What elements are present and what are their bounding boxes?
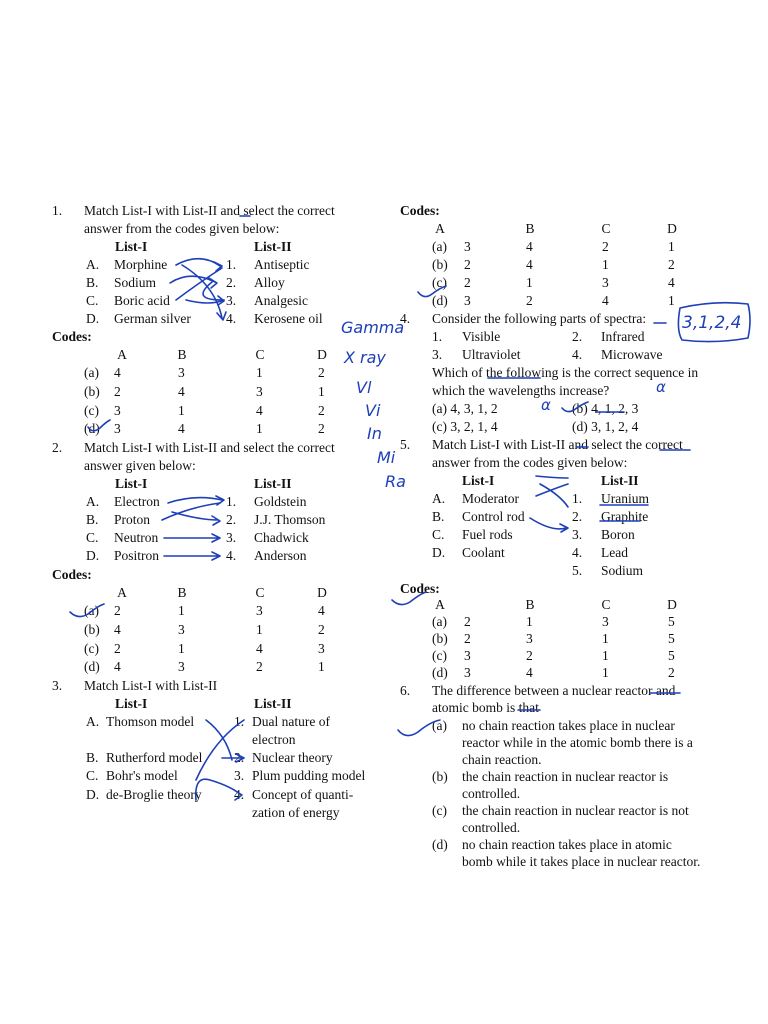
q2-option-b: 1 (178, 641, 185, 656)
q2-list2-heading: List-II (254, 476, 292, 491)
q1-item-match: Antiseptic (254, 257, 310, 272)
q4-part-text: Microwave (601, 347, 663, 362)
q5-option-d: 5 (668, 631, 675, 646)
q1-option-c: 1 (256, 365, 263, 380)
q2-option-d: 1 (318, 659, 325, 674)
q2-option-a: 2 (114, 641, 121, 656)
q3-item-label: B. (86, 750, 99, 765)
q1-item-label: B. (86, 275, 99, 290)
q4-part-num: 1. (432, 329, 443, 344)
q5-item-match: Boron (601, 527, 635, 542)
q5-item-text: Fuel rods (462, 527, 513, 542)
q2-option-d: 2 (318, 622, 325, 637)
q5-item-label: B. (432, 509, 445, 524)
handwritten-ra: Ra (385, 472, 406, 491)
q3-option-c: 4 (602, 293, 609, 308)
q1-code-head: B (177, 347, 187, 362)
q5-option-a: 2 (464, 631, 471, 646)
handwritten-answer-sequence: 3,1,2,4 (682, 313, 742, 333)
q5-code-head: A (435, 597, 445, 612)
q1-option-label[interactable]: (d) (84, 421, 100, 436)
q4-text-line2: Which of the following is the correct sequence in (432, 365, 699, 380)
q1-item-label: A. (86, 257, 100, 272)
q3-code-head: B (525, 221, 535, 236)
q5-option-label[interactable]: (c) (432, 648, 447, 663)
q2-option-a: 2 (114, 603, 121, 618)
q5-option-d: 5 (668, 648, 675, 663)
q1-option-label[interactable]: (a) (84, 365, 99, 380)
q2-number: 2. (52, 440, 63, 455)
q1-item-num: 1. (226, 257, 237, 272)
q3-text-line1: Match List-I with List-II (84, 678, 218, 693)
q5-option-b: 2 (526, 648, 533, 663)
q3-code-head: D (667, 221, 677, 236)
q2-option-a: 4 (114, 659, 121, 674)
q2-code-head: A (117, 585, 127, 600)
q4-part-text: Visible (462, 329, 501, 344)
q1-option-c: 4 (256, 403, 263, 418)
q3-option-b: 4 (526, 239, 533, 254)
q3-option-label[interactable]: (d) (432, 293, 448, 308)
q1-code-head: D (317, 347, 327, 362)
q3-item-label: A. (86, 714, 100, 729)
q2-text-line2: answer given below: (84, 458, 196, 473)
q2-item-label: D. (86, 548, 100, 563)
q2-item-num: 2. (226, 512, 237, 527)
q3-option-c: 3 (602, 275, 609, 290)
q6-option-b-text: controlled. (462, 786, 521, 801)
q5-option-a: 3 (464, 665, 471, 680)
q4-part-num: 4. (572, 347, 583, 362)
q5-item-num: 2. (572, 509, 583, 524)
q3-option-b: 4 (526, 257, 533, 272)
q2-item-num: 4. (226, 548, 237, 563)
q5-text-line2: answer from the codes given below: (432, 455, 628, 470)
handwritten-vl: Vl (356, 378, 372, 397)
q6-option-b-text: the chain reaction in nuclear reactor is (462, 769, 669, 784)
q3-code-head: C (601, 221, 611, 236)
q3-option-b: 2 (526, 293, 533, 308)
match-arrow (186, 300, 224, 303)
match-arrow (168, 496, 224, 505)
q4-option-c[interactable]: (c) 3, 2, 1, 4 (432, 419, 498, 434)
match-arrow (162, 503, 220, 520)
q5-item-text: Coolant (462, 545, 505, 560)
q5-item-label: D. (432, 545, 446, 560)
match-arrow (176, 268, 222, 300)
q5-option-c: 3 (602, 614, 609, 629)
match-arrow (536, 476, 568, 478)
q1-item-num: 2. (226, 275, 237, 290)
q2-item-text: Neutron (114, 530, 159, 545)
q3-option-a: 2 (464, 275, 471, 290)
q3-item-text: Rutherford model (106, 750, 203, 765)
q4-part-num: 2. (572, 329, 583, 344)
q3-option-c: 1 (602, 257, 609, 272)
q3-item-num: 3. (234, 768, 245, 783)
q4-option-b[interactable]: (b) 4, 1, 2, 3 (572, 401, 639, 416)
q1-item-match: Kerosene oil (254, 311, 323, 326)
match-arrow (172, 512, 220, 525)
q1-option-d: 2 (318, 403, 325, 418)
q3-option-a: 2 (464, 257, 471, 272)
q3-codes-label: Codes: (400, 203, 440, 218)
q5-item-label: C. (432, 527, 445, 542)
q1-option-d: 1 (318, 384, 325, 399)
q5-item-match: Sodium (601, 563, 644, 578)
q4-text-line3: which the wavelengths increase? (432, 383, 610, 398)
q2-codes-label: Codes: (52, 567, 92, 582)
q1-item-label: C. (86, 293, 99, 308)
q2-option-label[interactable]: (c) (84, 641, 99, 656)
q3-item-match: Concept of quanti- (252, 787, 354, 802)
q5-option-a: 3 (464, 648, 471, 663)
q2-option-label[interactable]: (d) (84, 659, 100, 674)
q5-code-head: D (667, 597, 677, 612)
q3-option-a: 3 (464, 239, 471, 254)
q3-item-text: Thomson model (106, 714, 195, 729)
q3-item-text: Bohr's model (106, 768, 178, 783)
q2-code-head: C (255, 585, 265, 600)
q3-item-match: Dual nature of (252, 714, 330, 729)
q5-item-match: Uranium (601, 491, 649, 506)
q3-option-d: 1 (668, 293, 675, 308)
q2-option-c: 1 (256, 622, 263, 637)
q3-code-head: A (435, 221, 445, 236)
q2-item-text: Electron (114, 494, 160, 509)
q6-option-d-label[interactable]: (d) (432, 837, 448, 852)
q1-list2-heading: List-II (254, 239, 292, 254)
q2-option-c: 4 (256, 641, 263, 656)
q5-option-d: 2 (668, 665, 675, 680)
q3-option-c: 2 (602, 239, 609, 254)
q3-list1-heading: List-I (115, 696, 148, 711)
q5-option-label[interactable]: (b) (432, 631, 448, 646)
q4-part-text: Ultraviolet (462, 347, 521, 362)
q5-item-match: Lead (601, 545, 628, 560)
q1-code-head: C (255, 347, 265, 362)
q2-item-label: A. (86, 494, 100, 509)
q1-option-c: 3 (256, 384, 263, 399)
q5-option-b: 3 (526, 631, 533, 646)
q1-item-match: Analgesic (254, 293, 308, 308)
q3-item-match: Nuclear theory (252, 750, 333, 765)
q1-option-b: 3 (178, 365, 185, 380)
q3-option-label[interactable]: (c) (432, 275, 447, 290)
q2-item-match: J.J. Thomson (254, 512, 326, 527)
q6-option-c-label[interactable]: (c) (432, 803, 447, 818)
q5-option-a: 2 (464, 614, 471, 629)
q5-text-line1: Match List-I with List-II and select the correct (432, 437, 683, 452)
q2-item-num: 3. (226, 530, 237, 545)
q1-item-text: German silver (114, 311, 191, 326)
q1-option-a: 3 (114, 403, 121, 418)
q2-option-a: 4 (114, 622, 121, 637)
q5-option-c: 1 (602, 648, 609, 663)
q1-item-text: Morphine (114, 257, 168, 272)
q2-option-label[interactable]: (a) (84, 603, 99, 618)
match-arrow (170, 276, 217, 288)
q5-option-label[interactable]: (a) (432, 614, 447, 629)
handwritten-alpha-a: α (541, 396, 551, 414)
match-arrow (206, 720, 232, 760)
q6-option-b-label[interactable]: (b) (432, 769, 448, 784)
q1-item-text: Boric acid (114, 293, 170, 308)
handwritten-vi: Vi (365, 401, 381, 420)
q6-option-d-text: bomb while it takes place in nuclear reactor. (462, 854, 701, 869)
q2-item-match: Goldstein (254, 494, 307, 509)
q1-item-num: 4. (226, 311, 237, 326)
q1-codes-label: Codes: (52, 329, 92, 344)
q5-item-num: 5. (572, 563, 583, 578)
q6-option-d-text: no chain reaction takes place in atomic (462, 837, 672, 852)
q2-code-head: B (177, 585, 187, 600)
q6-option-a-text: chain reaction. (462, 752, 542, 767)
q3-item-num: 2. (234, 750, 245, 765)
q1-option-label[interactable]: (c) (84, 403, 99, 418)
handwritten-in: In (367, 424, 382, 443)
q3-item-text: de-Broglie theory (106, 787, 202, 802)
handwritten-mi: Mi (377, 448, 396, 467)
q2-option-d: 4 (318, 603, 325, 618)
q1-item-match: Alloy (254, 275, 285, 290)
q1-code-head: A (117, 347, 127, 362)
q5-codes-label: Codes: (400, 581, 440, 596)
q5-list2-heading: List-II (601, 473, 639, 488)
q6-option-c-text: controlled. (462, 820, 521, 835)
q5-item-text: Moderator (462, 491, 519, 506)
q4-number: 4. (400, 311, 411, 326)
q2-option-label[interactable]: (b) (84, 622, 100, 637)
q5-item-label: A. (432, 491, 446, 506)
q1-option-a: 4 (114, 365, 121, 380)
q5-list1-heading: List-I (462, 473, 495, 488)
q3-option-a: 3 (464, 293, 471, 308)
match-arrow (176, 259, 222, 271)
q2-option-b: 1 (178, 603, 185, 618)
q5-item-num: 1. (572, 491, 583, 506)
match-arrow (536, 484, 568, 496)
q2-item-text: Proton (114, 512, 151, 527)
q3-item-num: 4. (234, 787, 245, 802)
q6-option-c-text: the chain reaction in nuclear reactor is not (462, 803, 689, 818)
q2-item-label: C. (86, 530, 99, 545)
q3-option-label[interactable]: (b) (432, 257, 448, 272)
handwritten-gamma: Gamma (341, 318, 405, 337)
q2-text-line1: Match List-I with List-II and select the correct (84, 440, 335, 455)
match-arrow (540, 484, 568, 507)
q3-number: 3. (52, 678, 63, 693)
q2-item-match: Anderson (254, 548, 307, 563)
q2-option-b: 3 (178, 622, 185, 637)
q1-item-label: D. (86, 311, 100, 326)
q3-item-match: Plum pudding model (252, 768, 366, 783)
q5-item-text: Control rod (462, 509, 525, 524)
q6-option-a-text: reactor while in the atomic bomb there is a (462, 735, 693, 750)
q5-option-d: 5 (668, 614, 675, 629)
q4-option-a[interactable]: (a) 4, 3, 1, 2 (432, 401, 498, 416)
q5-option-b: 1 (526, 614, 533, 629)
q1-list1-heading: List-I (115, 239, 148, 254)
match-arrow (164, 534, 220, 542)
q6-text-line1: The difference between a nuclear reactor and (432, 683, 676, 698)
handwritten-xray: X ray (344, 348, 386, 367)
q5-item-match: Graphite (601, 509, 649, 524)
q6-option-a-text: no chain reaction takes place in nuclear (462, 718, 675, 733)
q3-item-label: C. (86, 768, 99, 783)
q1-item-num: 3. (226, 293, 237, 308)
q2-code-head: D (317, 585, 327, 600)
q5-option-b: 4 (526, 665, 533, 680)
q5-code-head: C (601, 597, 611, 612)
q3-item-match-cont: electron (252, 732, 296, 747)
q4-option-d[interactable]: (d) 3, 1, 2, 4 (572, 419, 639, 434)
q5-option-label[interactable]: (d) (432, 665, 448, 680)
match-arrow (164, 552, 220, 560)
handwritten-alpha-b: α (656, 378, 666, 396)
q3-option-d: 2 (668, 257, 675, 272)
q1-number: 1. (52, 203, 63, 218)
q2-item-num: 1. (226, 494, 237, 509)
q4-text-line1: Consider the following parts of spectra: (432, 311, 647, 326)
q3-item-match-cont: zation of energy (252, 805, 340, 820)
q5-number: 5. (400, 437, 411, 452)
q2-option-d: 3 (318, 641, 325, 656)
q2-list1-heading: List-I (115, 476, 148, 491)
q5-item-num: 4. (572, 545, 583, 560)
q3-option-b: 1 (526, 275, 533, 290)
q2-option-b: 3 (178, 659, 185, 674)
q1-option-d: 2 (318, 421, 325, 436)
q1-option-label[interactable]: (b) (84, 384, 100, 399)
q2-option-c: 2 (256, 659, 263, 674)
match-arrow (203, 282, 224, 305)
q2-item-label: B. (86, 512, 99, 527)
q6-text-line2: atomic bomb is that (432, 700, 539, 715)
q1-option-d: 2 (318, 365, 325, 380)
match-arrow (530, 518, 568, 532)
q5-code-head: B (525, 597, 535, 612)
q3-option-d: 1 (668, 239, 675, 254)
q1-option-b: 4 (178, 384, 185, 399)
q5-item-num: 3. (572, 527, 583, 542)
q4-part-num: 3. (432, 347, 443, 362)
q1-text-line1: Match List-I with List-II and select the correct (84, 203, 335, 218)
q2-item-text: Positron (114, 548, 160, 563)
q1-option-b: 1 (178, 403, 185, 418)
q1-option-c: 1 (256, 421, 263, 436)
q1-option-a: 2 (114, 384, 121, 399)
q2-option-c: 3 (256, 603, 263, 618)
q3-list2-heading: List-II (254, 696, 292, 711)
q6-number: 6. (400, 683, 411, 698)
q2-item-match: Chadwick (254, 530, 309, 545)
q3-item-label: D. (86, 787, 100, 802)
q3-item-num: 1. (234, 714, 245, 729)
q1-item-text: Sodium (114, 275, 157, 290)
q6-option-a-label[interactable]: (a) (432, 718, 447, 733)
q1-text-line2: answer from the codes given below: (84, 221, 280, 236)
q3-option-d: 4 (668, 275, 675, 290)
q1-option-a: 3 (114, 421, 121, 436)
q4-part-text: Infrared (601, 329, 645, 344)
q1-option-b: 4 (178, 421, 185, 436)
q3-option-label[interactable]: (a) (432, 239, 447, 254)
q5-option-c: 1 (602, 631, 609, 646)
q5-option-c: 1 (602, 665, 609, 680)
